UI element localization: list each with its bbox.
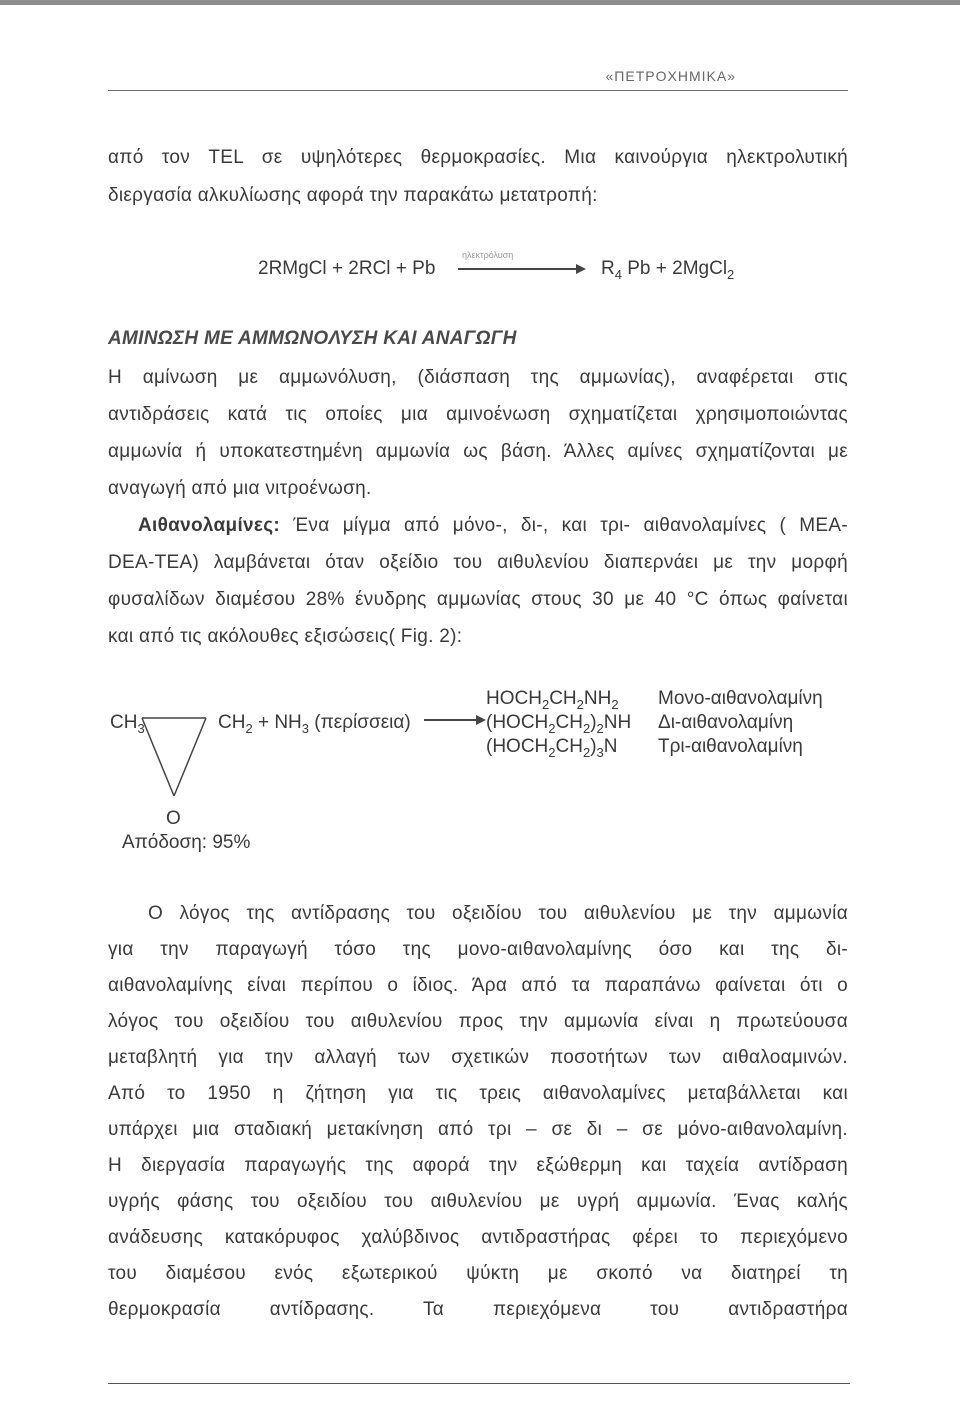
body-line-9: υγρής φάσης του οξειδίου του αιθυλενίου με υγρή αμμωνία. Ένας καλής (108, 1191, 848, 1212)
section-line-3: αμμωνία ή υποκατεστημένη αμμωνία ως βάση. Άλλες αμίνες σχηματίζονται με (108, 441, 848, 462)
product-mea-name: Μονο-αιθανολαμίνη (658, 688, 823, 709)
product-tea-formula: $(HOCH_2CH_2)_3N$ (486, 736, 618, 760)
body-line-3: αιθανολαμίνης είναι περίπου ο ίδιος. Άρα από τα παραπάνω φαίνεται ότι ο (108, 975, 848, 996)
equation1-reactants: 2RMgCl + 2RCl + Pb (258, 258, 436, 279)
body-line-10: ανάδευσης κατακόρυφος χαλύβδινος αντιδραστήρας φέρει το περιεχόμενο (108, 1227, 848, 1248)
section-heading: ΑΜΙΝΩΣΗ ΜΕ ΑΜΜΩΝΟΛΥΣΗ ΚΑΙ ΑΝΑΓΩΓΗ (108, 328, 517, 349)
top-scan-border (0, 0, 960, 5)
section-line-2: αντιδράσεις κατά τις οποίες μια αμινοένωση σχηματίζεται χρησιμοποιώντας (108, 404, 848, 425)
body-line-7: υπάρχει μια σταδιακή μετακίνηση από τρι – σε δι – σε μόνο-αιθανολαμίνη. (108, 1119, 848, 1140)
body-line-5: μεταβλητή για την αλλαγή των σχετικών ποσοτήτων των αιθαλοαμινών. (108, 1047, 848, 1068)
product-dea-name: Δι-αιθανολαμίνη (658, 712, 794, 733)
footer-rule (108, 1383, 850, 1384)
reaction-arrow (458, 268, 576, 270)
body-line-2: για την παραγωγή τόσο της μονο-αιθανολαμίνης όσο και της δι- (108, 939, 848, 960)
running-header (108, 66, 848, 91)
reaction2-arrow (424, 719, 476, 721)
ch2-nh3-label: $CH_2 + NH_3$ (περίσσεια) (218, 712, 411, 736)
body-line-1: Ο λόγος της αντίδρασης του οξειδίου του αιθυλενίου με την αμμωνία (148, 903, 848, 924)
running-title: «ΠΕΤΡΟΧΗΜΙΚΑ» (605, 68, 736, 84)
ethanolamines-line-1: Αιθανολαμίνες: Ένα μίγμα από μόνο-, δι-, και τρι- αιθανολαμίνες ( MEA- (138, 515, 848, 536)
product-dea-formula: $(HOCH_2CH_2)_2NH$ (486, 712, 632, 736)
ch3-label: $CH_3$ (110, 712, 145, 736)
equation1-condition: ηλεκτρόλυση (462, 250, 514, 260)
body-line-8: Η διεργασία παραγωγής της αφορά την εξώθερμη και ταχεία αντίδραση (108, 1155, 848, 1176)
product-mea-formula: $HOCH_2CH_2NH_2$ (486, 688, 619, 712)
yield-label: Απόδοση: 95% (122, 832, 251, 853)
body-line-6: Από το 1950 η ζήτηση για τις τρεις αιθανολαμίνες μεταβάλλεται και (108, 1083, 848, 1104)
ethanolamines-term: Αιθανολαμίνες: (138, 515, 281, 536)
intro-line-1: από τον TEL σε υψηλότερες θερμοκρασίες. Μια καινούργια ηλεκτρολυτική (108, 147, 848, 168)
product-tea-name: Τρι-αιθανολαμίνη (658, 736, 803, 757)
section-line-4: αναγωγή από μια νιτροένωση. (108, 478, 372, 499)
section-line-1: Η αμίνωση με αμμωνόλυση, (διάσπαση της αμμωνίας), αναφέρεται στις (108, 367, 848, 388)
ethanolamines-line-4: και από τις ακόλουθες εξισώσεις( Fig. 2): (108, 626, 463, 647)
ethanolamines-line-3: φυσαλίδων διαμέσου 28% ένυδρης αμμωνίας στους 30 με 40 °C όπως φαίνεται (108, 589, 848, 610)
ethylene-oxide-ring (140, 716, 212, 798)
ethanolamines-line-2: DEA-TEA) λαμβάνεται όταν οξείδιο του αιθυλενίου διαπερνάει με την μορφή (108, 552, 848, 573)
equation1-products: $R_4$ Pb + 2MgCl$_2$ (601, 258, 735, 282)
intro-line-2: διεργασία αλκυλίωσης αφορά την παρακάτω μετατροπή: (108, 185, 598, 206)
body-line-4: λόγος του οξειδίου του αιθυλενίου προς την αμμωνία είναι η πρωτεύουσα (108, 1011, 848, 1032)
body-line-12: θερμοκρασία αντίδρασης. Τα περιεχόμενα του αντιδραστήρα (108, 1299, 848, 1320)
body-line-11: του διαμέσου ενός εξωτερικού ψύκτη με σκοπό να διατηρεί τη (108, 1263, 848, 1284)
oxygen-label: O (166, 808, 181, 829)
